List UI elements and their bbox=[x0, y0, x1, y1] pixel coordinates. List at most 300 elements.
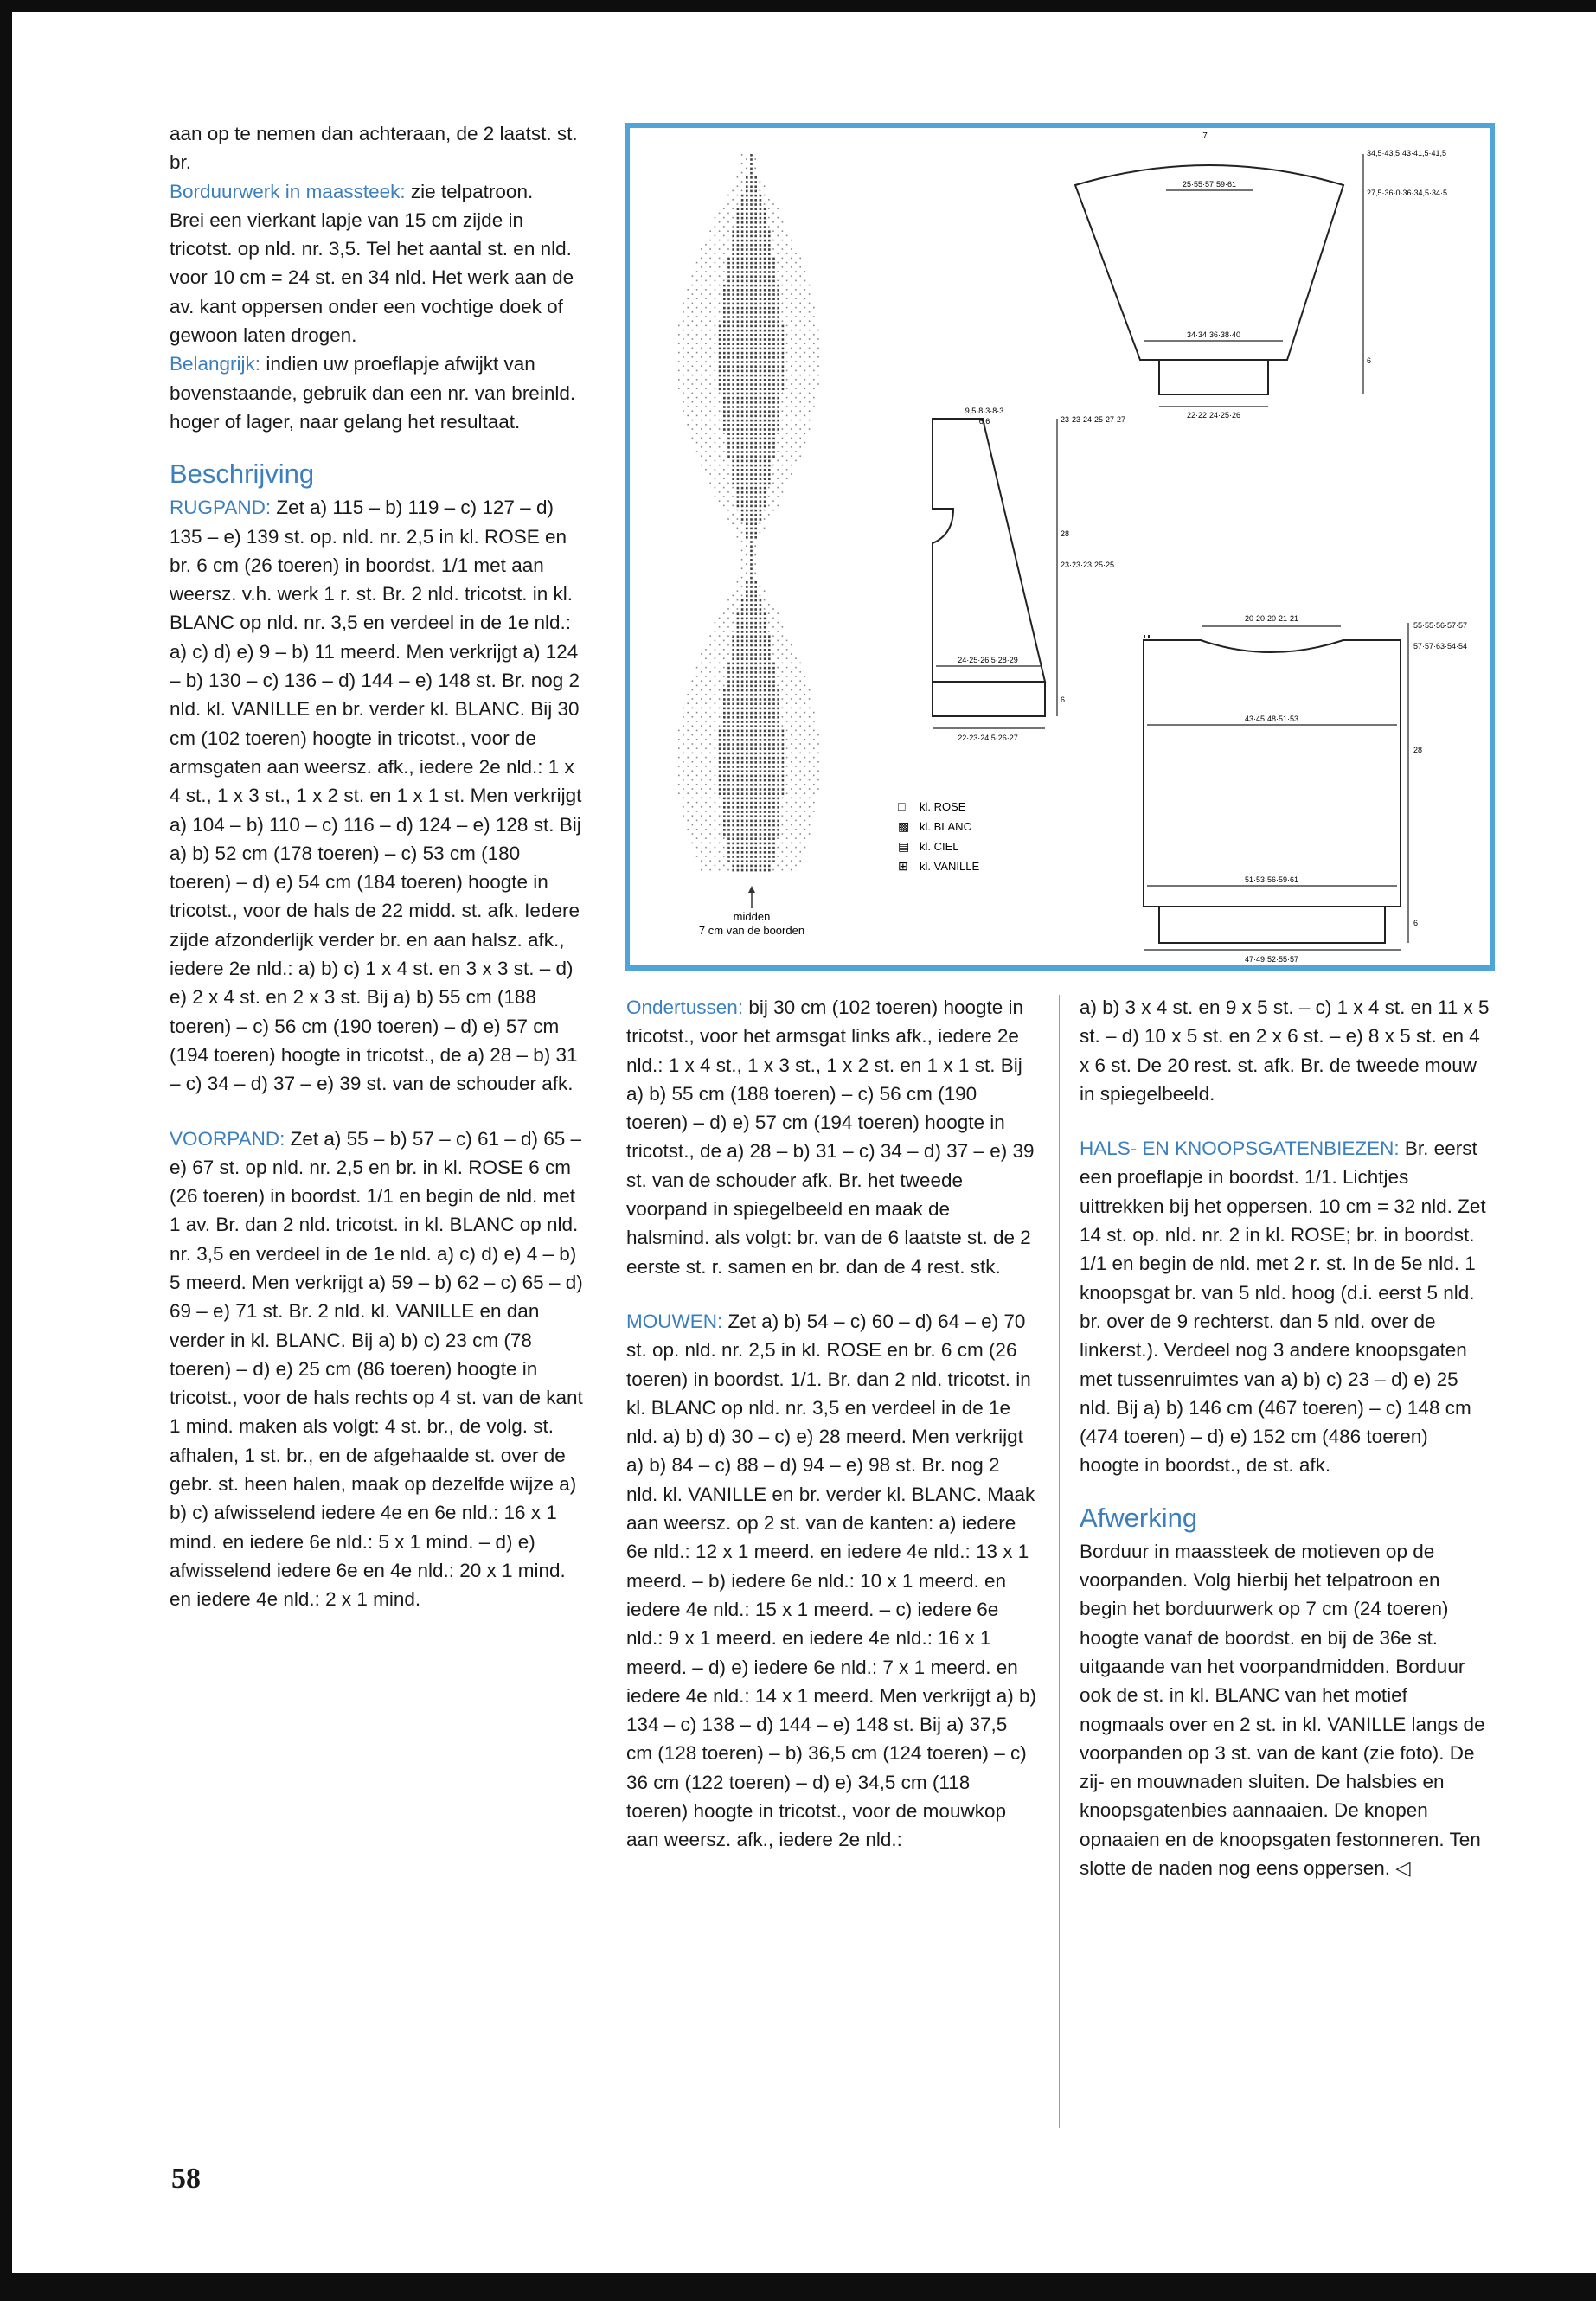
chart-stitch bbox=[754, 473, 757, 476]
chart-stitch bbox=[786, 730, 788, 732]
chart-stitch bbox=[809, 311, 811, 313]
chart-stitch bbox=[760, 631, 762, 633]
chart-stitch bbox=[732, 798, 734, 800]
chart-stitch bbox=[760, 491, 762, 494]
chart-stitch bbox=[727, 388, 730, 390]
chart-stitch bbox=[804, 775, 806, 777]
chart-stitch bbox=[746, 635, 748, 638]
chart-stitch bbox=[741, 275, 744, 278]
chart-stitch bbox=[732, 595, 734, 597]
chart-stitch bbox=[737, 379, 740, 381]
chart-stitch bbox=[692, 698, 694, 700]
chart-stitch bbox=[772, 721, 775, 723]
chart-stitch bbox=[746, 739, 748, 741]
chart-stitch bbox=[723, 622, 725, 624]
chart-stitch bbox=[727, 271, 730, 273]
chart-stitch bbox=[754, 631, 757, 633]
chart-stitch bbox=[760, 375, 762, 377]
chart-stitch bbox=[709, 465, 711, 466]
chart-stitch bbox=[746, 334, 748, 336]
chart-stitch bbox=[741, 221, 744, 224]
chart-stitch bbox=[750, 208, 753, 210]
chart-stitch bbox=[687, 739, 689, 740]
chart-stitch bbox=[750, 343, 753, 345]
chart-stitch bbox=[813, 766, 815, 767]
chart-stitch bbox=[737, 766, 740, 768]
chart-stitch bbox=[683, 338, 684, 340]
chart-stitch bbox=[746, 266, 748, 269]
chart-stitch bbox=[723, 410, 726, 413]
chart-stitch bbox=[795, 325, 797, 327]
chart-stitch bbox=[723, 802, 726, 804]
chart-stitch bbox=[772, 847, 775, 849]
chart-stitch bbox=[701, 266, 702, 268]
chart-stitch bbox=[715, 451, 716, 452]
chart-stitch bbox=[746, 473, 748, 476]
chart-stitch bbox=[786, 657, 788, 659]
chart-stitch bbox=[786, 253, 788, 254]
chart-stitch bbox=[754, 851, 757, 854]
chart-stitch bbox=[678, 388, 680, 389]
chart-stitch bbox=[732, 631, 734, 632]
chart-stitch bbox=[777, 761, 779, 764]
chart-stitch bbox=[809, 338, 811, 340]
chart-stitch bbox=[764, 792, 766, 795]
chart-stitch bbox=[760, 213, 762, 215]
chart-stitch bbox=[719, 379, 721, 381]
chart-stitch bbox=[817, 788, 819, 790]
chart-stitch bbox=[764, 721, 766, 723]
chart-stitch bbox=[768, 612, 770, 614]
chart-stitch bbox=[705, 271, 707, 272]
chart-stitch bbox=[764, 401, 766, 404]
chart-stitch bbox=[750, 806, 753, 809]
intro-text: aan op te nemen dan achteraan, de 2 laatst. st. br. bbox=[170, 123, 578, 174]
chart-stitch bbox=[737, 856, 740, 858]
chart-stitch bbox=[768, 451, 771, 453]
chart-stitch bbox=[760, 747, 762, 750]
chart-stitch bbox=[705, 253, 707, 254]
chart-stitch bbox=[791, 833, 792, 835]
chart-stitch bbox=[777, 348, 779, 350]
chart-stitch bbox=[727, 798, 730, 800]
chart-stitch bbox=[737, 811, 740, 813]
chart-stitch bbox=[750, 271, 753, 273]
chart-stitch bbox=[772, 483, 774, 484]
chart-stitch bbox=[754, 545, 756, 547]
chart-stitch bbox=[732, 514, 734, 516]
chart-stitch bbox=[764, 860, 766, 862]
chart-stitch bbox=[795, 343, 797, 344]
chart-stitch bbox=[750, 766, 753, 768]
chart-stitch bbox=[772, 716, 775, 719]
chart-stitch bbox=[746, 626, 748, 629]
chart-stitch bbox=[764, 657, 766, 660]
chart-stitch bbox=[750, 798, 753, 800]
chart-stitch bbox=[715, 739, 716, 740]
chart-stitch bbox=[764, 285, 766, 287]
chart-stitch bbox=[768, 622, 770, 624]
chart-stitch bbox=[741, 676, 744, 678]
chart-stitch bbox=[723, 361, 726, 363]
chart-stitch bbox=[791, 410, 792, 412]
chart-stitch bbox=[754, 612, 757, 615]
chart-stitch bbox=[750, 595, 753, 598]
chart-stitch bbox=[696, 388, 698, 389]
chart-stitch bbox=[768, 393, 771, 395]
chart-stitch bbox=[782, 285, 784, 286]
chart-stitch bbox=[746, 798, 748, 800]
chart-stitch bbox=[772, 667, 775, 670]
chart-stitch bbox=[760, 721, 762, 723]
chart-stitch bbox=[795, 837, 797, 839]
chart-stitch bbox=[741, 415, 744, 418]
chart-stitch bbox=[701, 753, 702, 754]
chart-stitch bbox=[760, 343, 762, 345]
chart-stitch bbox=[732, 393, 734, 395]
chart-stitch bbox=[795, 865, 797, 867]
chart-stitch bbox=[768, 487, 770, 489]
chart-stitch bbox=[760, 622, 762, 625]
chart-stitch bbox=[746, 586, 748, 588]
chart-stitch bbox=[715, 685, 716, 687]
chart-stitch bbox=[737, 770, 740, 772]
chart-stitch bbox=[727, 784, 730, 786]
chart-stitch bbox=[772, 500, 774, 502]
chart-stitch bbox=[737, 393, 740, 395]
chart-stitch bbox=[772, 451, 775, 453]
chart-stitch bbox=[777, 856, 779, 857]
chart-stitch bbox=[737, 676, 740, 678]
chart-stitch bbox=[804, 442, 806, 444]
chart-stitch bbox=[746, 500, 748, 503]
chart-stitch bbox=[764, 518, 766, 520]
chart-stitch bbox=[687, 406, 689, 407]
chart-stitch bbox=[705, 847, 707, 849]
chart-stitch bbox=[754, 379, 757, 381]
chart-stitch bbox=[768, 348, 771, 350]
chart-stitch bbox=[768, 352, 771, 355]
chart-stitch bbox=[709, 483, 711, 484]
chart-stitch bbox=[760, 663, 762, 665]
chart-stitch bbox=[782, 383, 785, 386]
chart-stitch bbox=[719, 798, 721, 799]
chart-stitch bbox=[782, 824, 784, 826]
chart-stitch bbox=[705, 334, 707, 336]
chart-stitch bbox=[692, 725, 694, 727]
chart-stitch bbox=[719, 311, 721, 313]
chart-stitch bbox=[760, 248, 762, 251]
chart-stitch bbox=[782, 473, 784, 475]
chart-stitch bbox=[732, 190, 734, 192]
chart-stitch bbox=[715, 460, 716, 462]
chart-stitch bbox=[791, 248, 792, 250]
chart-stitch bbox=[750, 406, 753, 408]
chart-stitch bbox=[737, 860, 740, 862]
chart-stitch bbox=[768, 388, 771, 390]
chart-stitch bbox=[727, 753, 730, 755]
chart-stitch bbox=[741, 847, 744, 849]
chart-stitch bbox=[719, 446, 721, 448]
chart-stitch bbox=[760, 253, 762, 255]
chart-stitch bbox=[804, 802, 806, 804]
chart-stitch bbox=[768, 320, 771, 323]
chart-stitch bbox=[692, 779, 694, 781]
chart-stitch bbox=[772, 258, 775, 260]
chart-stitch bbox=[709, 473, 711, 475]
chart-stitch bbox=[754, 424, 757, 426]
chart-stitch bbox=[772, 473, 774, 475]
chart-stitch bbox=[750, 275, 753, 278]
chart-stitch bbox=[723, 824, 726, 827]
chart-stitch bbox=[715, 235, 716, 237]
chart-stitch bbox=[786, 667, 788, 669]
chart-stitch bbox=[723, 325, 726, 328]
chart-stitch bbox=[715, 712, 716, 714]
chart-stitch bbox=[701, 860, 702, 862]
chart-stitch bbox=[760, 190, 761, 192]
chart-stitch bbox=[764, 631, 766, 633]
chart-stitch bbox=[723, 451, 725, 452]
ondertussen-text: bij 30 cm (102 toeren) hoogte in tricotst., voor het armsgat links afk., iedere 2e nld.: 1 x 4 st., 1 x 3 st., 1 x 2 st. en 1 x 1 st. Bij a) b) 55 cm (188 toeren) – c) 56 cm (190 toeren) – d) e) 57 cm (194 toeren) hoogte in tricotst., de a) 28 – b) 31 – c) 34 – d) 37 – e) 39 st. van de schouder afk. Br. het tweede voorpand in spiegelbeeld en maak de halsmind. als volgt: br. van de 6 laatste st. de 2 eerste st. r. samen en br. dan de 4 rest. stk. bbox=[626, 997, 1035, 1278]
chart-stitch bbox=[723, 856, 725, 857]
chart-stitch bbox=[777, 393, 779, 395]
chart-stitch bbox=[768, 604, 770, 606]
chart-stitch bbox=[809, 303, 811, 304]
chart-stitch bbox=[791, 348, 792, 349]
chart-stitch bbox=[760, 694, 762, 696]
chart-stitch bbox=[754, 244, 757, 247]
chart-stitch bbox=[777, 747, 779, 750]
chart-stitch bbox=[746, 483, 748, 485]
chart-stitch bbox=[760, 635, 762, 638]
chart-stitch bbox=[791, 860, 792, 862]
chart-stitch bbox=[750, 185, 753, 188]
chart-stitch bbox=[727, 483, 729, 484]
chart-stitch bbox=[768, 356, 771, 359]
chart-stitch bbox=[813, 811, 815, 812]
chart-stitch bbox=[678, 757, 680, 759]
chart-stitch bbox=[687, 721, 689, 722]
chart-stitch bbox=[746, 837, 748, 840]
chart-stitch bbox=[709, 806, 711, 808]
chart-stitch bbox=[732, 712, 734, 715]
chart-stitch bbox=[727, 275, 730, 278]
chart-stitch bbox=[701, 446, 702, 448]
top-border bbox=[0, 0, 1596, 12]
chart-stitch bbox=[683, 734, 684, 736]
chart-stitch bbox=[737, 285, 740, 287]
chart-stitch bbox=[737, 195, 739, 196]
chart-stitch bbox=[701, 788, 702, 790]
mouwen-text: Zet a) b) 54 – c) 60 – d) 64 – e) 70 st. op. nld. nr. 2,5 in kl. ROSE en br. 6 cm (26 toeren) in boordst. 1/1. Br. dan 2 nld. tricotst. in kl. BLANC op nld. nr. 3,5 en verdeel in de 1e nld. a) b) d) 30 – c) e) 28 meerd. Men verkrijgt a) b) 84 – c) 88 – d) 94 – e) 98 st. Br. nog 2 nld. kl. VANILLE en br. verder kl. BLANC. Maak aan weersz. op 2 st. van de kanten: a) iedere 6e nld.: 12 x 1 meerd. en iedere 4e nld.: 13 x 1 meerd. – b) iedere 6e nld.: 10 x 1 meerd. en iedere 4e nld.: 15 x 1 meerd. – c) iedere 6e nld.: 9 x 1 meerd. en iedere 4e nld.: 16 x 1 meerd. – d) e) iedere 6e nld.: 7 x 1 meerd. en iedere 4e nld.: 14 x 1 meerd. Men verkrijgt a) b) 134 – c) 138 – d) 144 – e) 148 st. Bij a) 37,5 cm (128 toeren) – b) 36,5 cm (124 toeren) – c) 36 cm (122 toeren) – d) e) 34,5 cm (118 toeren) hoogte in tricotst., voor de mouwkop aan weersz. afk., iedere 2e nld.: bbox=[626, 1310, 1036, 1851]
chart-stitch bbox=[746, 599, 748, 602]
chart-stitch bbox=[754, 820, 757, 823]
chart-stitch bbox=[727, 311, 730, 314]
chart-stitch bbox=[737, 303, 740, 305]
chart-stitch bbox=[737, 657, 740, 660]
chart-stitch bbox=[782, 311, 784, 313]
chart-stitch bbox=[768, 293, 771, 296]
chart-stitch bbox=[760, 393, 762, 395]
chart-stitch bbox=[795, 811, 797, 812]
chart-stitch bbox=[732, 262, 734, 265]
chart-stitch bbox=[764, 779, 766, 782]
chart-stitch bbox=[764, 424, 766, 426]
chart-stitch bbox=[782, 689, 784, 691]
chart-stitch bbox=[777, 383, 779, 386]
chart-stitch bbox=[715, 631, 716, 632]
chart-stitch bbox=[737, 438, 740, 440]
chart-stitch bbox=[768, 716, 771, 719]
chart-stitch bbox=[732, 657, 734, 660]
chart-stitch bbox=[709, 716, 711, 718]
chart-stitch bbox=[764, 599, 766, 601]
chart-stitch bbox=[760, 235, 762, 238]
chart-stitch bbox=[727, 775, 730, 778]
chart-stitch bbox=[813, 316, 815, 317]
chart-stitch bbox=[754, 370, 757, 373]
chart-stitch bbox=[746, 226, 748, 228]
chart-stitch bbox=[741, 361, 744, 363]
chart-stitch bbox=[804, 676, 806, 677]
back-right-2: 57·57·63·54·54 bbox=[1413, 642, 1468, 651]
chart-stitch bbox=[696, 712, 698, 714]
chart-stitch bbox=[723, 631, 725, 632]
chart-stitch bbox=[772, 734, 775, 737]
chart-stitch bbox=[741, 406, 744, 408]
chart-stitch bbox=[727, 451, 730, 453]
chart-stitch bbox=[719, 730, 721, 733]
chart-stitch bbox=[709, 833, 711, 835]
chart-stitch bbox=[746, 285, 748, 287]
chart-stitch bbox=[705, 702, 707, 704]
chart-stitch bbox=[782, 815, 784, 817]
chart-stitch bbox=[750, 865, 753, 868]
chart-stitch bbox=[764, 469, 766, 471]
chart-stitch bbox=[746, 428, 748, 431]
chart-stitch bbox=[764, 528, 766, 529]
chart-stitch bbox=[737, 221, 740, 224]
chart-stitch bbox=[799, 320, 801, 322]
chart-stitch bbox=[768, 379, 771, 381]
chart-stitch bbox=[719, 644, 721, 646]
chart-stitch bbox=[750, 563, 753, 566]
chart-stitch bbox=[750, 397, 753, 400]
chart-stitch bbox=[723, 442, 725, 444]
chart-stitch bbox=[701, 365, 702, 367]
chart-stitch bbox=[732, 766, 734, 768]
chart-stitch bbox=[754, 433, 757, 435]
chart-stitch bbox=[732, 837, 734, 840]
chart-stitch bbox=[741, 460, 744, 463]
chart-stitch bbox=[777, 730, 779, 733]
chart-stitch bbox=[786, 298, 788, 299]
chart-stitch bbox=[746, 851, 748, 854]
chart-stitch bbox=[696, 352, 698, 354]
chart-stitch bbox=[678, 325, 680, 327]
chart-stitch bbox=[705, 676, 707, 677]
chart-stitch bbox=[804, 829, 806, 830]
chart-stitch bbox=[741, 612, 744, 615]
chart-stitch bbox=[741, 869, 744, 872]
chart-stitch bbox=[772, 343, 775, 345]
chart-stitch bbox=[795, 298, 797, 299]
chart-stitch bbox=[737, 217, 740, 220]
chart-stitch bbox=[799, 375, 801, 376]
chart-stitch bbox=[782, 365, 785, 368]
chart-stitch bbox=[732, 330, 734, 332]
chart-stitch bbox=[754, 788, 757, 791]
chart-stitch bbox=[777, 478, 779, 479]
chart-stitch bbox=[768, 253, 771, 255]
chart-stitch bbox=[764, 712, 766, 715]
chart-stitch bbox=[768, 240, 771, 242]
chart-stitch bbox=[754, 348, 757, 350]
chart-stitch bbox=[732, 708, 734, 710]
chart-stitch bbox=[687, 415, 689, 417]
chart-stitch bbox=[799, 753, 801, 754]
chart-stitch bbox=[741, 815, 744, 817]
chart-stitch bbox=[750, 415, 753, 418]
chart-stitch bbox=[777, 433, 779, 434]
chart-stitch bbox=[760, 330, 762, 332]
chart-stitch bbox=[777, 806, 779, 809]
chart-stitch bbox=[727, 433, 730, 435]
chart-stitch bbox=[732, 829, 734, 831]
chart-stitch bbox=[760, 518, 762, 521]
chart-stitch bbox=[786, 837, 788, 839]
chart-stitch bbox=[741, 483, 744, 485]
chart-stitch bbox=[701, 663, 702, 664]
chart-stitch bbox=[723, 667, 725, 669]
chart-stitch bbox=[764, 843, 766, 845]
chart-stitch bbox=[705, 829, 707, 830]
chart-stitch bbox=[764, 739, 766, 741]
chart-stitch bbox=[760, 712, 762, 715]
chart-stitch bbox=[746, 766, 748, 768]
chart-stitch bbox=[764, 375, 766, 377]
chart-stitch bbox=[768, 244, 771, 247]
chart-stitch bbox=[696, 370, 698, 372]
chart-stitch bbox=[782, 644, 784, 646]
chart-stitch bbox=[786, 829, 788, 830]
chart-stitch bbox=[754, 815, 757, 817]
chart-stitch bbox=[750, 536, 753, 539]
chart-stitch bbox=[791, 473, 792, 475]
chart-stitch bbox=[764, 753, 766, 755]
chart-stitch bbox=[768, 424, 771, 426]
chart-stitch bbox=[764, 856, 766, 858]
chart-stitch bbox=[809, 356, 811, 358]
chart-stitch bbox=[813, 325, 815, 327]
chart-stitch bbox=[741, 500, 744, 503]
chart-stitch bbox=[746, 420, 748, 422]
chart-stitch bbox=[705, 721, 707, 722]
chart-stitch bbox=[791, 843, 792, 844]
chart-stitch bbox=[746, 753, 748, 755]
chart-stitch bbox=[715, 694, 716, 695]
chart-stitch bbox=[799, 393, 801, 394]
chart-stitch bbox=[746, 802, 748, 804]
chart-stitch bbox=[768, 847, 771, 849]
text-column-1 bbox=[170, 119, 583, 1614]
chart-stitch bbox=[741, 595, 743, 597]
chart-stitch bbox=[746, 289, 748, 292]
chart-stitch bbox=[732, 375, 734, 377]
chart-stitch bbox=[719, 343, 721, 345]
chart-stitch bbox=[760, 397, 762, 400]
